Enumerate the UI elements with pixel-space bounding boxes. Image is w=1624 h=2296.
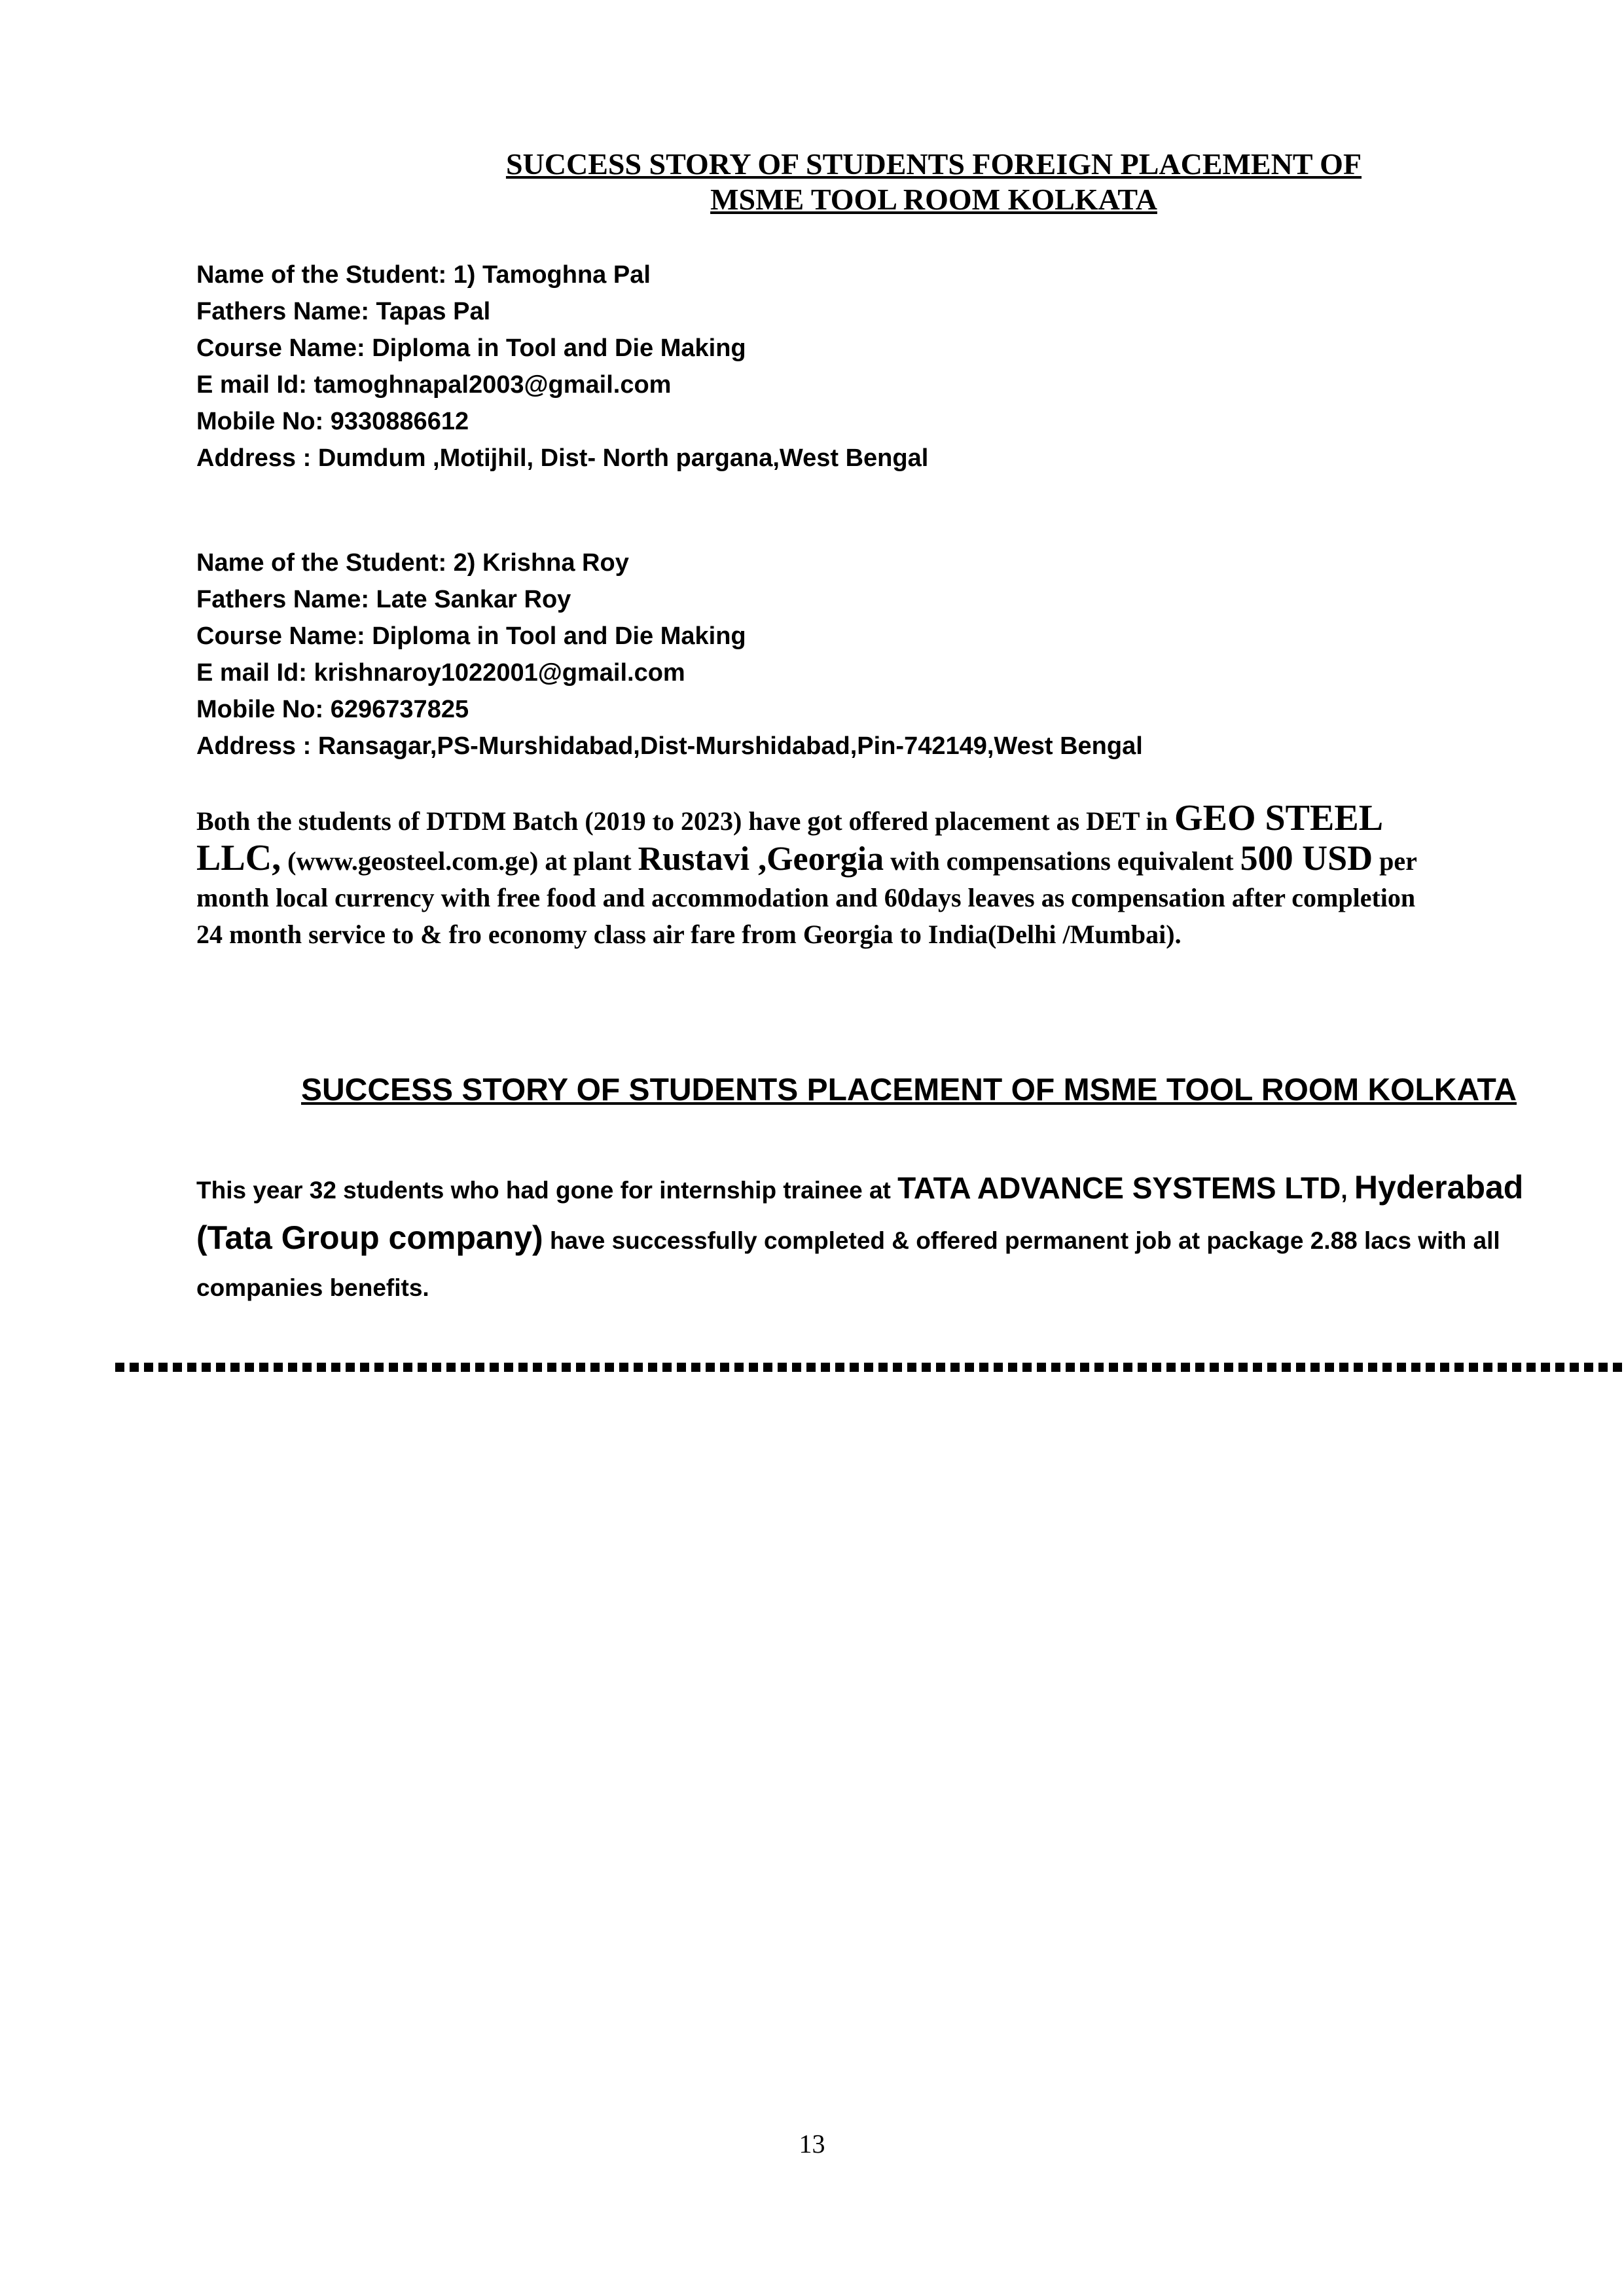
offer-text-3: with compensations equivalent (884, 846, 1240, 876)
dotted-divider (115, 1363, 1624, 1372)
offer-company: GEO STEEL LLC, (196, 798, 1381, 878)
offer-text-1: Both the students of DTDM Batch (2019 to 2023) have got offered placement as DET in (196, 806, 1175, 836)
student-name: Name of the Student: 1) Tamoghna Pal (196, 261, 651, 289)
offer-salary: 500 USD (1240, 838, 1373, 878)
offer-text-2: (www.geosteel.com.ge) at plant (281, 846, 638, 876)
placement-company: TATA ADVANCE SYSTEMS LTD (897, 1171, 1341, 1205)
placement-text-1: This year 32 students who had gone for internship trainee at (196, 1177, 898, 1204)
student-email: E mail Id: krishnaroy1022001@gmail.com (196, 659, 685, 687)
student-mobile: Mobile No: 9330886612 (196, 408, 469, 435)
placement-title: SUCCESS STORY OF STUDENTS PLACEMENT OF MSME TOOL ROOM KOLKATA (301, 1073, 1517, 1107)
placement-text-3: have successfully completed & offered permanent job at package 2.88 lacs with all companies benefits. (196, 1227, 1500, 1301)
foreign-placement-title-line2: MSME TOOL ROOM KOLKATA (710, 183, 1157, 216)
page-number: 13 (799, 2129, 825, 2159)
placement-paragraph (196, 1164, 1578, 1312)
foreign-offer-paragraph (196, 800, 1440, 953)
student-course: Course Name: Diploma in Tool and Die Making (196, 334, 746, 362)
student-mobile: Mobile No: 6296737825 (196, 696, 469, 723)
offer-location: Rustavi ,Georgia (638, 840, 884, 878)
student-father-name: Fathers Name: Tapas Pal (196, 298, 491, 325)
student-address: Address : Dumdum ,Motijhil, Dist- North pargana,West Bengal (196, 444, 929, 472)
student-name: Name of the Student: 2) Krishna Roy (196, 549, 629, 577)
placement-city: Hyderabad (Tata Group company) (196, 1169, 1524, 1256)
offer-text-4: per month local currency with free food and accommodation and 60days leaves as compensation after completion 24 month service to & fro economy class air fare from Georgia to India(Delhi /Mumbai). (196, 846, 1417, 949)
foreign-placement-title-line1: SUCCESS STORY OF STUDENTS FOREIGN PLACEMENT OF (505, 147, 1362, 181)
student-address: Address : Ransagar,PS-Murshidabad,Dist-Murshidabad,Pin-742149,West Bengal (196, 732, 1143, 760)
student-record-2 (196, 545, 1143, 764)
student-email: E mail Id: tamoghnapal2003@gmail.com (196, 371, 672, 399)
placement-text-2: , (1341, 1177, 1354, 1204)
student-father-name: Fathers Name: Late Sankar Roy (196, 586, 571, 613)
student-course: Course Name: Diploma in Tool and Die Making (196, 622, 746, 650)
student-record-1 (196, 257, 928, 476)
